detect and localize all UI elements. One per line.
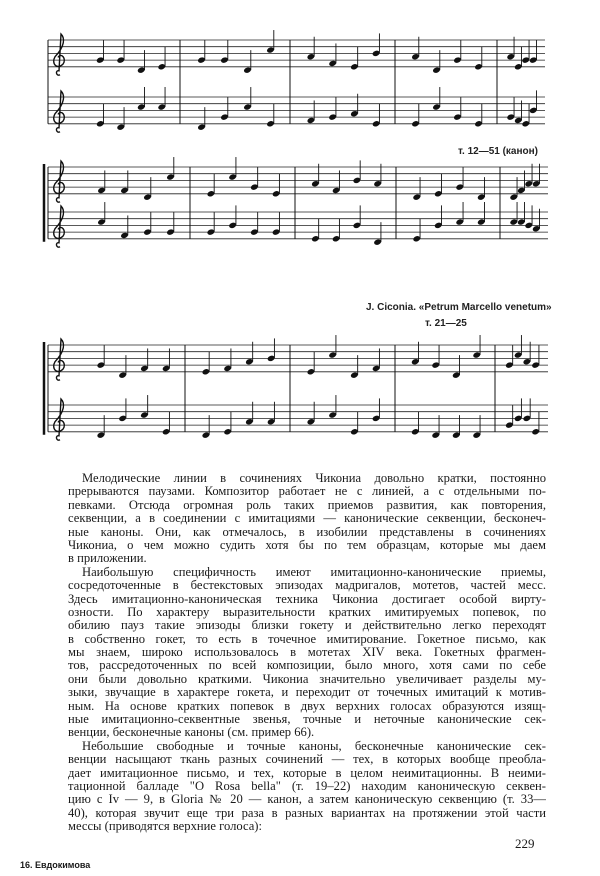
signature-footer: 16. Евдокимова: [20, 860, 91, 870]
text-line: Мелодические линии в сочинениях Чикониа довольно кратки, постоянно: [82, 472, 546, 485]
text-line: Наибольшую специфичность имеют имитационно-канонические приемы,: [82, 565, 546, 579]
text-line: ные имитационно-секвентные звенья, точные и неточные канонические сек-: [68, 713, 546, 727]
text-line: они были довольно краткими. Чикониа значительно увеличивает разделы му-: [68, 672, 546, 686]
text-line: секвенции, а в соединении с имитациями — канонические секвенции, бесконеч-: [68, 512, 546, 526]
text-line: тов, рассредоточенных по всей композиции, было много, хотя сами по себе: [68, 659, 546, 673]
paragraph: [68, 472, 546, 566]
body-text: [68, 472, 546, 834]
text-line: прерываются паузами. Композитор работает не с линией, а с отдельными по-: [68, 485, 546, 499]
text-line: зыки, звучащие в характере гокета, и переходит от точечных имитаций к мотив-: [68, 686, 546, 700]
example-measures-caption: т. 21—25: [425, 318, 467, 329]
text-line: венции насыщают ткань разных сочинений — тех, в которых вообще преобла-: [68, 753, 546, 767]
text-line: обилию пауз такие эпизоды близки гокету и действительно легко переходят: [68, 619, 546, 633]
text-line: в приложении.: [68, 552, 147, 566]
text-line: ным. На основе кратких попевок в двух верхних голосах образуются изящ-: [68, 699, 546, 713]
text-line: тационной балладе "O Rosa bella" (т. 19–22) находим каноническую секвен-: [68, 779, 546, 793]
text-line: дает имитационное письмо, и тех, которые в целом неимитационны. В неими-: [68, 766, 546, 780]
text-line: Чикониа, о чем можно судить хотя бы по тем образцам, которые мы даем: [68, 538, 546, 552]
text-line: мессы (приводятся верхние голоса):: [68, 820, 262, 834]
text-line: в собственно гокет, то есть в точечное имитирование. Гокетное письмо, как: [68, 632, 546, 646]
text-line: мы знаем, широко использовалось в мотетах XIV века. Гокетных фрагмен-: [68, 646, 546, 660]
text-line: Небольшие свободные и точные каноны, бесконечные канонические сек-: [82, 739, 546, 753]
paragraph: [68, 566, 546, 740]
canon-measures-caption: т. 12—51 (канон): [458, 146, 539, 157]
text-line: озности. По характеру выразительности кратких имитируемых попевок, по: [68, 605, 546, 619]
paragraph: [68, 740, 546, 834]
page-number: 229: [515, 836, 535, 851]
text-line: сосредоточенные в бестекстовых эпизодах мадригалов, мотетов, частей месс.: [68, 579, 546, 593]
text-line: ные каноны. Они, как отмечалось, в изобилии представлены в сочинениях: [68, 525, 546, 539]
text-line: венции, бесконечные каноны (см. пример 66).: [68, 726, 315, 740]
text-line: Здесь имитационно-каноническая техника Чикониа достигает особой вирту-: [68, 592, 546, 606]
example-title-caption: J. Ciconia. «Petrum Marcello venetum»: [366, 302, 552, 313]
text-line: 40), которая звучит еще три раза в разных вариантах на протяжении этой части: [68, 806, 546, 820]
text-line: цию с Iv — 9, в Gloria № 20 — канон, а затем каноническую секвенцию (т. 33—: [68, 793, 546, 807]
text-line: певками. Отсюда огромная роль таких приемов развития, как повторения,: [68, 498, 546, 512]
